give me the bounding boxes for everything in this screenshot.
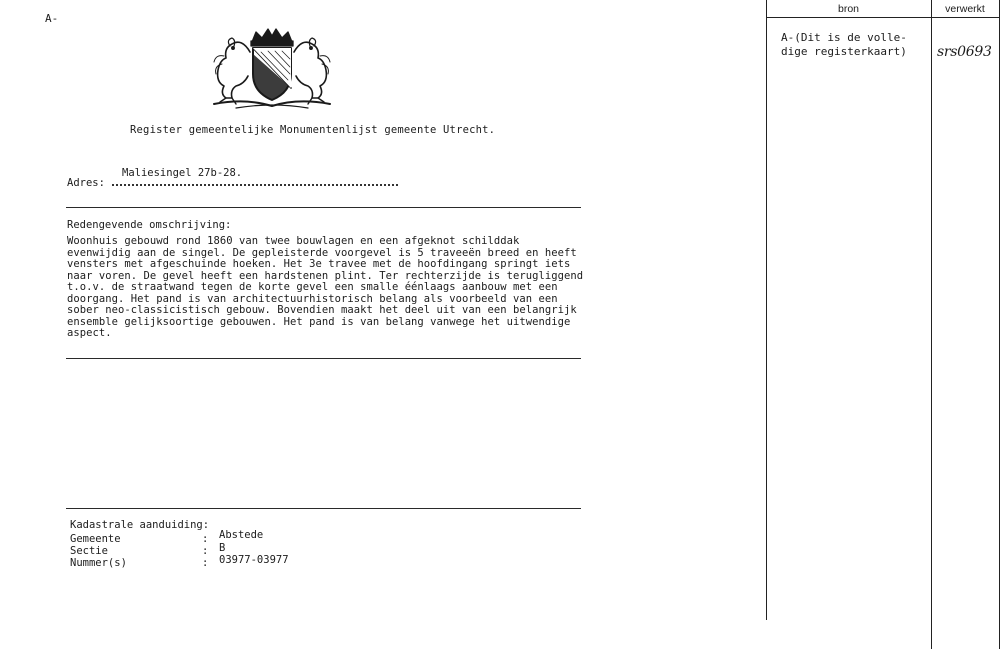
description-body [67,236,587,340]
section-divider [66,508,581,509]
description-line: ensemble gelijksoortige gebouwen. Het pand is van belang vanwege het uitwendige [67,315,571,328]
description-line: evenwijdig aan de singel. De gepleisterde voorgevel is 5 traveeën breed en heeft [67,246,577,259]
kadaster-value-gemeente: Abstede [219,529,264,541]
table-header-rule [766,17,1000,18]
kadaster-value-nummers: 03977-03977 [219,554,289,566]
table-column-divider [931,0,932,649]
kadaster-colon: : [202,557,209,569]
description-heading: Redengevende omschrijving: [67,219,232,231]
address-value: Maliesingel 27b-28. [122,167,243,179]
kadaster-label: Nummer(s) [70,557,127,569]
table-header-verwerkt: verwerkt [945,3,985,15]
description-line: naar voren. De gevel heeft een hardstenen plint. Ter rechterzijde is terugliggend [67,269,584,282]
kadaster-label: Gemeente [70,533,121,545]
bron-text-line: dige registerkaart) [781,45,907,58]
description-line: sober neo-classicistisch gebouw. Bovendien maakt het deel uit van een belangrijk [67,304,577,316]
corner-mark: A- [45,12,59,25]
description-line: Woonhuis gebouwd rond 1860 van twee bouwlagen en een afgeknot schilddak [67,235,520,247]
bron-text-line: A-(Dit is de volle- [781,31,907,44]
description-line: doorgang. Het pand is van architectuurhistorisch belang als voorbeeld van een [67,292,558,305]
kadaster-row-gemeente [70,533,220,545]
kadaster-label: Sectie [70,545,108,557]
kadaster-colon: : [202,545,209,557]
kadaster-colon: : [202,533,209,545]
table-border-left [766,0,767,620]
address-dotted-line [112,184,398,186]
verwerkt-code: srs0693 [937,44,992,60]
kadaster-value-sectie: B [219,542,226,554]
table-header-bron: bron [837,3,859,15]
utrecht-coat-of-arms-icon [206,26,338,110]
section-divider [66,207,581,208]
description-line: t.o.v. de straatwand tegen de korte gevel een smalle éénlaags aanbouw met een [67,281,558,293]
kadaster-heading: Kadastrale aanduiding: [70,519,210,531]
description-line: aspect. [67,327,112,339]
register-title: Register gemeentelijke Monumentenlijst gemeente Utrecht. [130,124,496,136]
section-divider [66,358,581,359]
address-label: Adres: [67,177,105,189]
kadaster-row-nummers [70,557,220,569]
kadaster-row-sectie [70,545,220,557]
description-line: vensters met afgeschuinde hoeken. Het 3e travee met de hoofdingang springt iets [67,258,571,270]
